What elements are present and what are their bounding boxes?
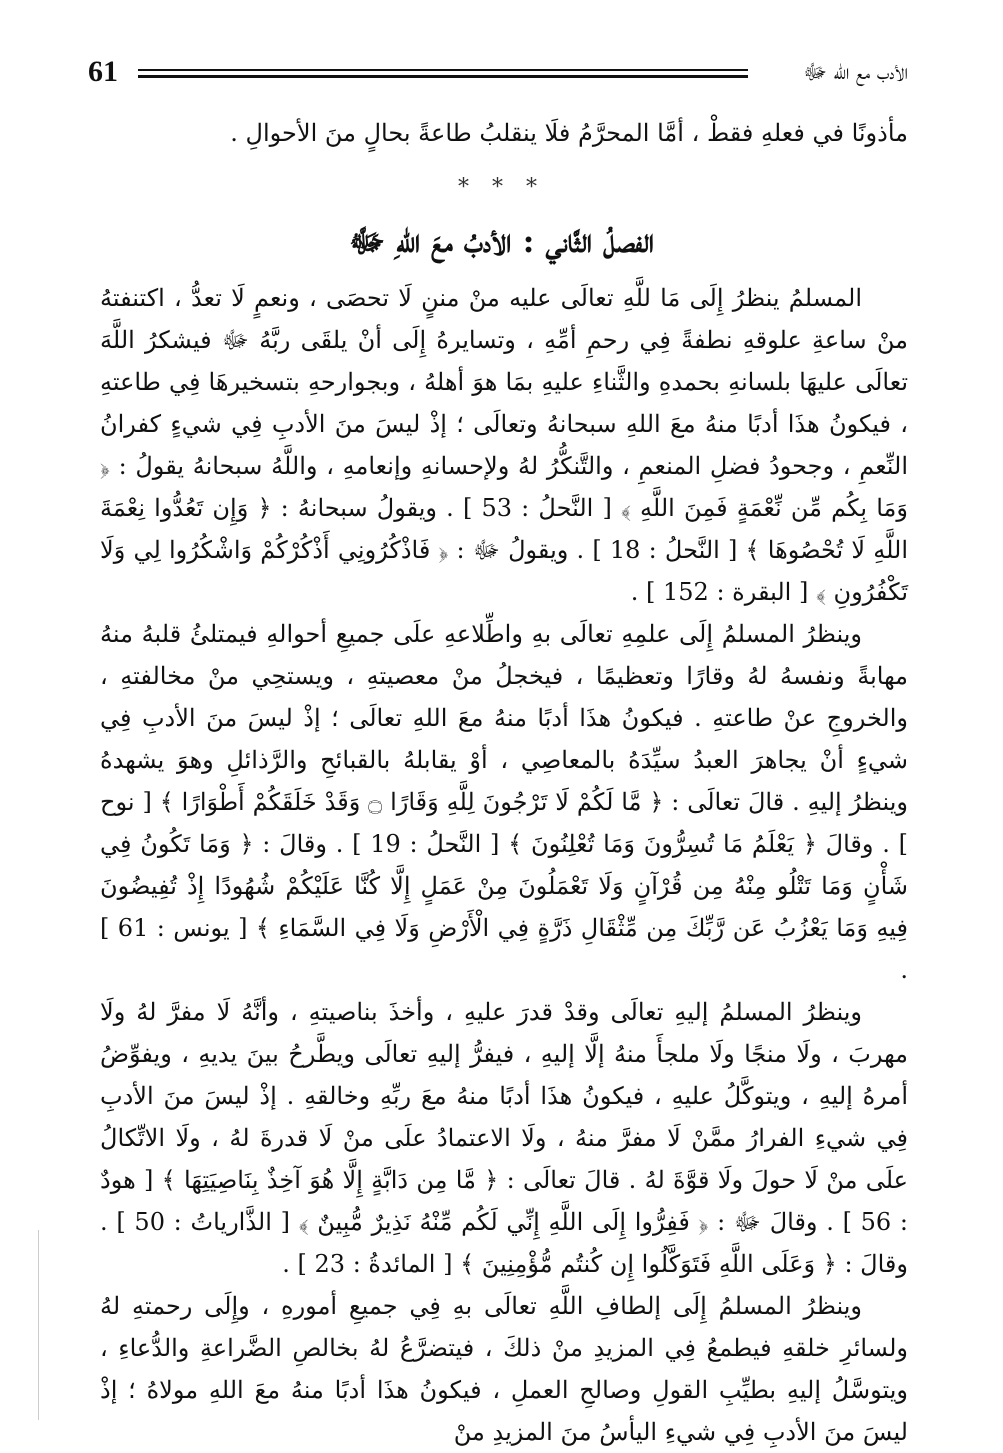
page-number: 61: [88, 55, 118, 88]
scan-artifact-line: [38, 1230, 39, 1420]
paragraph: المسلمُ ينظرُ إِلَى مَا للَّهِ تعالَى عليه منْ مننٍ لَا تحصَى ، ونعمٍ لَا تعدُّ ، اكتنفتهُ منْ ساعةِ علوقهِ نطفةً فِي رحمِ أمِّهِ ، وتسايرهُ إِلَى أنْ يلقَى ربَّهُ ﷻ فيشكرُ اللَّهَ تعالَى عليهَا بلسانهِ بحمدهِ والثَّناءِ عليهِ بمَا هوَ أهلهُ ، وبجوارحهِ بتسخيرهَا فِي طاعتهِ ، فيكونُ هذَا أدبًا منهُ معَ اللهِ سبحانهُ وتعالَى ؛ إذْ ليسَ منَ الأدبِ فِي شيءٍ كفرانُ النِّعمِ ، وجحودُ فضلِ المنعمِ ، والتَّنكُّرُ لهُ ولإحسانهِ وإنعامهِ ، واللَّهُ سبحانهُ يقولُ : ﴿ وَمَا بِكُم مِّن نِّعْمَةٍ فَمِنَ اللَّهِ ﴾ [ النَّحلُ : 53 ] . ويقولُ سبحانهُ : ﴿ وَإِن تَعُدُّوا نِعْمَةَ اللَّهِ لَا تُحْصُوهَا ﴾ [ النَّحلُ : 18 ] . ويقولُ ﷻ : ﴿ فَاذْكُرُونِي أَذْكُرْكُمْ وَاشْكُرُوا لِي وَلَا تَكْفُرُونِ ﴾ [ البقرة : 152 ] .: [100, 284, 908, 606]
header-rule-thick: [138, 75, 748, 78]
intro-line: مأذونًا في فعلهِ فقطْ ، أمَّا المحرَّمُ فلَا ينقلبُ طاعةً بحالٍ منَ الأحوالِ .: [230, 119, 908, 147]
page-header: [88, 55, 908, 89]
header-rule: [138, 69, 748, 71]
paragraph: وينظرُ المسلمُ إِلَى إلطافِ اللَّهِ تعالَى بهِ فِي جميعِ أمورهِ ، وإِلَى رحمتهِ لهُ ولسائرِ خلقهِ فيطمعُ فِي المزيدِ منْ ذلكَ ، فيتضرَّعُ لهُ بخالصِ الضَّراعةِ والدُّعاءِ ، ويتوسَّلُ إليهِ بطيِّبِ القولِ وصالحِ العملِ ، فيكونُ هذَا أدبًا منهُ معَ اللهِ مولاهُ ؛ إذْ ليسَ منَ الأدبِ فِي شيءِ اليأسُ منَ المزيدِ منْ: [100, 1292, 908, 1446]
running-title: الأدب مع الله ﷻ: [803, 60, 908, 84]
paragraph: وينظرُ المسلمُ إليهِ تعالَى وقدْ قدرَ عليهِ ، وأخذَ بناصيتهِ ، وأنَّهُ لَا مفرَّ لهُ ولَا مهربَ ، ولَا منجًا ولَا ملجأَ منهُ إلَّا إليهِ ، فيفرُّ إليهِ تعالَى ويطَّرحُ بينَ يديهِ ، ويفوِّضُ أمرهُ إليهِ ، ويتوكَّلُ عليهِ ، فيكونُ هذَا أدبًا منهُ معَ ربِّهِ وخالقهِ . إذْ ليسَ منَ الأدبِ فِي شيءِ الفرارُ ممَّنْ لَا مفرَّ منهُ ، ولَا الاعتمادُ علَى منْ لَا قدرةَ لهُ ، ولَا الاتِّكالُ علَى منْ لَا حولَ ولَا قوَّةَ لهُ . قالَ تعالَى : ﴿ مَّا مِن دَابَّةٍ إِلَّا هُوَ آخِذٌ بِنَاصِيَتِهَا ﴾ [ هودٌ : 56 ] . وقالَ ﷻ : ﴿ فَفِرُّوا إِلَى اللَّهِ إِنِّي لَكُم مِّنْهُ نَذِيرٌ مُّبِينٌ ﴾ [ الذَّارياتُ : 50 ] . وقالَ : ﴿ وَعَلَى اللَّهِ فَتَوَكَّلُوا إِن كُنتُم مُّؤْمِنِينَ ﴾ [ المائدةُ : 23 ] .: [100, 998, 909, 1278]
chapter-title: الفصلُ الثَّاني : الأدبُ معَ اللهِ ﷻ: [348, 222, 655, 260]
intro-text: [100, 112, 908, 154]
body-text: [100, 277, 908, 1453]
paragraph: وينظرُ المسلمُ إِلَى علمِهِ تعالَى بهِ واطِّلاعهِ علَى جميعِ أحوالهِ فيمتلئُ قلبهُ منهُ مهابةً ونفسهُ لهُ وقارًا وتعظيمًا ، فيخجلُ منْ معصيتهِ ، ويستحِي منْ مخالفتهِ ، والخروجِ عنْ طاعتهِ . فيكونُ هذَا أدبًا منهُ معَ اللهِ تعالَى ؛ إذْ ليسَ منَ الأدبِ فِي شيءٍ أنْ يجاهرَ العبدُ سيِّدَهُ بالمعاصِي ، أوْ يقابلهُ بالقبائحِ والرَّذائلِ وهوَ يشهدهُ وينظرُ إليهِ . قالَ تعالَى : ﴿ مَّا لَكُمْ لَا تَرْجُونَ لِلَّهِ وَقَارًا ۝ وَقَدْ خَلَقَكُمْ أَطْوَارًا ﴾ [ نوح ] . وقالَ ﴿ يَعْلَمُ مَا تُسِرُّونَ وَمَا تُعْلِنُونَ ﴾ [ النَّحلُ : 19 ] . وقالَ : ﴿ وَمَا تَكُونُ فِي شَأْنٍ وَمَا تَتْلُو مِنْهُ مِن قُرْآنٍ وَلَا تَعْمَلُونَ مِنْ عَمَلٍ إِلَّا كُنَّا عَلَيْكُمْ شُهُودًا إِذْ تُفِيضُونَ فِيهِ وَمَا يَعْزُبُ عَن رَّبِّكَ مِن مِّثْقَالِ ذَرَّةٍ فِي الْأَرْضِ وَلَا فِي السَّمَاءِ ﴾ [ يونس : 61 ] .: [100, 620, 909, 984]
section-separator: * * *: [458, 175, 545, 200]
